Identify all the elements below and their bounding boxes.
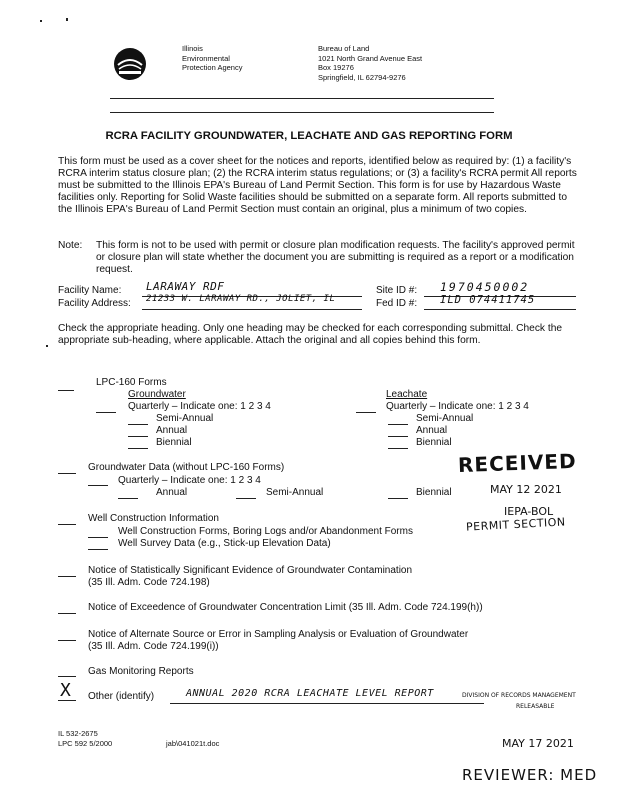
well-forms-label: Well Construction Forms, Boring Logs and/or Abandonment Forms bbox=[118, 526, 413, 537]
site-id-value[interactable]: 1970450002 bbox=[440, 280, 530, 294]
gw-data-quarterly-checkbox[interactable] bbox=[88, 485, 108, 486]
other-checkbox bbox=[58, 700, 76, 701]
gw-data-annual-label: Annual bbox=[156, 487, 188, 498]
agency-name: Illinois Environmental Protection Agency bbox=[182, 44, 243, 72]
le-semiannual-checkbox[interactable] bbox=[388, 424, 408, 425]
notice-exceed-label: Notice of Exceedence of Groundwater Concentration Limit (35 Ill. Adm. Code 724.199(h)) bbox=[88, 602, 483, 613]
leachate-heading: Leachate bbox=[386, 389, 428, 400]
iepa-bol-stamp: IEPA-BOL bbox=[504, 505, 554, 518]
facility-name-label: Facility Name: bbox=[58, 285, 122, 296]
instructions: Check the appropriate heading. Only one heading may be checked for each corresponding submittal. Check the appropriate sub-heading, where applicable. Attach the original and all copies behind this form. bbox=[58, 323, 563, 346]
note-label: Note: bbox=[58, 240, 83, 251]
form-title: RCRA FACILITY GROUNDWATER, LEACHATE AND GAS REPORTING FORM bbox=[105, 130, 513, 142]
scan-speck bbox=[66, 18, 68, 21]
fed-id-label: Fed ID #: bbox=[376, 298, 418, 309]
agency-address: Bureau of Land 1021 North Grand Avenue East Box 19276 Springfield, IL 62794-9276 bbox=[318, 44, 423, 82]
notice-sig-label: Notice of Statistically Significant Evidence of Groundwater Contamination bbox=[88, 565, 413, 576]
gw-data-label: Groundwater Data (without LPC-160 Forms) bbox=[88, 462, 285, 473]
facility-name-value[interactable]: LARAWAY RDF bbox=[146, 280, 225, 293]
gw-data-biennial-label: Biennial bbox=[416, 487, 452, 498]
gw-semiannual-checkbox[interactable] bbox=[128, 424, 148, 425]
le-annual-label: Annual bbox=[416, 425, 448, 436]
fed-id-value[interactable]: ILD 074411745 bbox=[440, 294, 536, 306]
reviewer-stamp: REVIEWER: MED bbox=[462, 766, 598, 784]
gw-data-semiannual-checkbox[interactable] bbox=[236, 498, 256, 499]
notice-alt-code: (35 Ill. Adm. Code 724.199(i)) bbox=[88, 641, 219, 652]
facility-address-line bbox=[142, 309, 362, 310]
intro-paragraph: This form must be used as a cover sheet for the notices and reports, identified below as required by: (1) a facility's RCRA interim status closure plan; (2) the RCRA interim status regulations; or (3) a facility's RCRA permit All reports must be submitted to the Illinois EPA's Bureau of Land Permit Section. This form is for use by Hazardous Waste facilities only. Reporting for Solid Waste facilities should be submitted on a separate form. All reports submitted to the Illinois EPA's Bureau of Land Permit Section must contain an original, plus a minimum of two copies. bbox=[58, 156, 577, 215]
other-checkmark[interactable]: X bbox=[60, 680, 72, 701]
gw-semiannual-label: Semi-Annual bbox=[156, 413, 214, 424]
gas-label: Gas Monitoring Reports bbox=[88, 666, 194, 677]
header-rule-2 bbox=[110, 112, 494, 113]
well-construction-checkbox[interactable] bbox=[58, 524, 76, 525]
gw-data-checkbox[interactable] bbox=[58, 473, 76, 474]
well-survey-checkbox[interactable] bbox=[88, 549, 108, 550]
notice-alt-checkbox[interactable] bbox=[58, 640, 76, 641]
gw-biennial-label: Biennial bbox=[156, 437, 192, 448]
fed-id-line bbox=[424, 309, 576, 310]
releasable-stamp: RELEASABLE bbox=[516, 703, 555, 710]
footer-code-1: IL 532-2675 bbox=[58, 729, 98, 738]
groundwater-heading: Groundwater bbox=[128, 389, 186, 400]
footer-date-stamp: MAY 17 2021 bbox=[502, 737, 574, 750]
site-id-label: Site ID #: bbox=[376, 285, 418, 296]
other-value[interactable]: ANNUAL 2020 RCRA LEACHATE LEVEL REPORT bbox=[186, 688, 434, 699]
facility-address-value[interactable]: 21233 W. LARAWAY RD., JOLIET, IL bbox=[146, 294, 336, 304]
gw-data-quarterly-label: Quarterly – Indicate one: 1 2 3 4 bbox=[118, 475, 261, 486]
notice-sig-code: (35 Ill. Adm. Code 724.198) bbox=[88, 577, 210, 588]
well-survey-label: Well Survey Data (e.g., Stick-up Elevation Data) bbox=[118, 538, 331, 549]
header-rule-1 bbox=[110, 98, 494, 99]
permit-section-stamp: PERMIT SECTION bbox=[465, 515, 566, 534]
scan-speck bbox=[40, 20, 42, 22]
le-biennial-label: Biennial bbox=[416, 437, 452, 448]
lpc160-label: LPC-160 Forms bbox=[96, 377, 167, 388]
le-biennial-checkbox[interactable] bbox=[388, 448, 408, 449]
gw-biennial-checkbox[interactable] bbox=[128, 448, 148, 449]
gw-quarterly-label: Quarterly – Indicate one: 1 2 3 4 bbox=[128, 401, 271, 412]
other-label: Other (identify) bbox=[88, 691, 155, 702]
notice-exceed-checkbox[interactable] bbox=[58, 613, 76, 614]
le-quarterly-checkbox[interactable] bbox=[356, 412, 376, 413]
gw-annual-checkbox[interactable] bbox=[128, 436, 148, 437]
le-semiannual-label: Semi-Annual bbox=[416, 413, 474, 424]
footer-code-2: LPC 592 5/2000 bbox=[58, 739, 113, 748]
facility-address-label: Facility Address: bbox=[58, 298, 131, 309]
le-quarterly-label: Quarterly – Indicate one: 1 2 3 4 bbox=[386, 401, 529, 412]
other-line bbox=[170, 703, 484, 704]
margin-mark bbox=[46, 345, 48, 347]
iepa-logo bbox=[113, 47, 147, 81]
gw-data-biennial-checkbox[interactable] bbox=[388, 498, 408, 499]
gw-data-semiannual-label: Semi-Annual bbox=[266, 487, 324, 498]
notice-sig-checkbox[interactable] bbox=[58, 576, 76, 577]
gas-checkbox[interactable] bbox=[58, 676, 76, 677]
well-forms-checkbox[interactable] bbox=[88, 537, 108, 538]
note-text: This form is not to be used with permit or closure plan modification requests. The facility's approved permit or closure plan will state whether the document you are submitting is required as a report or a modification request. bbox=[96, 240, 575, 275]
gw-quarterly-checkbox[interactable] bbox=[96, 412, 116, 413]
gw-data-annual-checkbox[interactable] bbox=[118, 498, 138, 499]
well-construction-label: Well Construction Information bbox=[88, 513, 219, 524]
notice-alt-label: Notice of Alternate Source or Error in Sampling Analysis or Evaluation of Groundwater bbox=[88, 629, 469, 640]
le-annual-checkbox[interactable] bbox=[388, 436, 408, 437]
gw-annual-label: Annual bbox=[156, 425, 188, 436]
received-stamp: RECEIVED bbox=[457, 448, 577, 478]
lpc160-checkbox[interactable] bbox=[58, 390, 74, 391]
footer-doc: jab\041021t.doc bbox=[166, 739, 220, 748]
records-mgmt-stamp: DIVISION OF RECORDS MANAGEMENT bbox=[462, 692, 576, 699]
received-date-stamp: MAY 12 2021 bbox=[490, 483, 562, 496]
